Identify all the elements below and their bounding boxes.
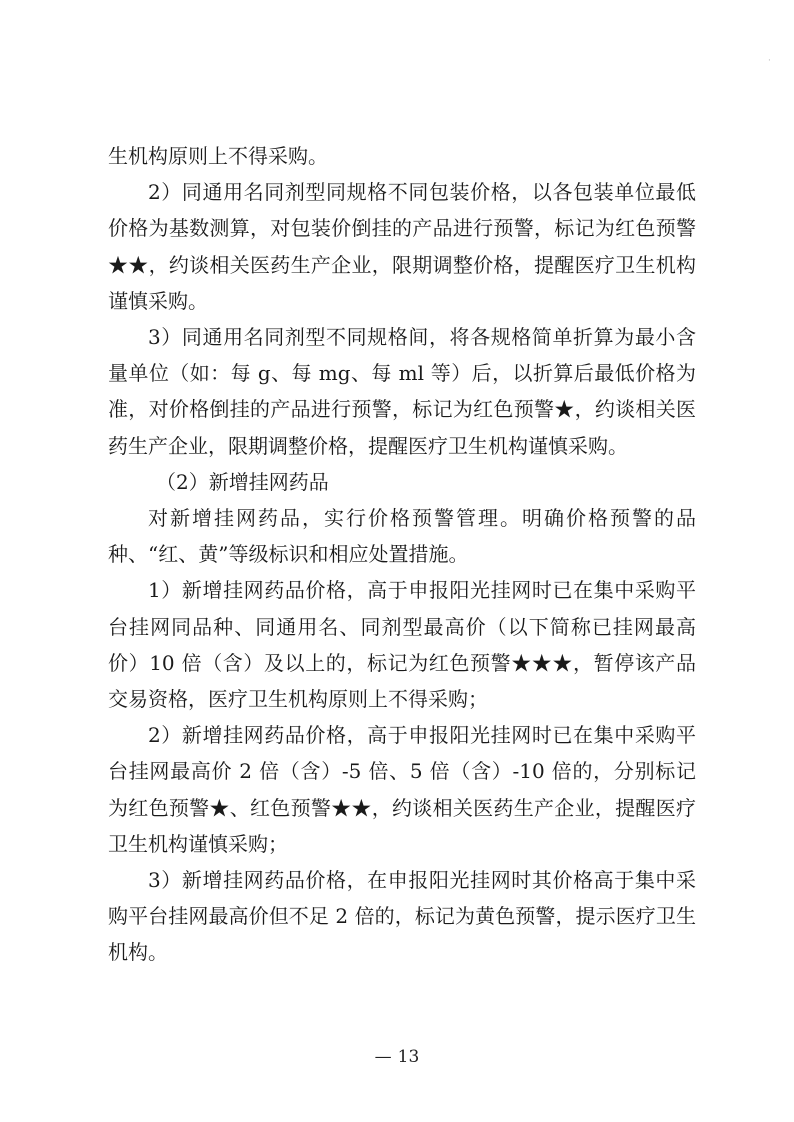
body-text: [108, 138, 696, 971]
paragraph-item-2: 2）同通用名同剂型同规格不同包装价格，以各包装单位最低价格为基数测算，对包装价倒挂的产品进行预警，标记为红色预警★★，约谈相关医药生产企业，限期调整价格，提醒医疗卫生机构谨慎采购。: [108, 180, 696, 313]
section-heading: （2）新增挂网药品: [156, 469, 329, 494]
page-number: 13: [397, 1047, 420, 1067]
paragraph-new-item-1: 1）新增挂网药品价格，高于申报阳光挂网时已在集中采购平台挂网同品种、同通用名、同剂型最高价（以下简称已挂网最高价）10 倍（含）及以上的，标记为红色预警★★★，暂停该产品交易资格，医疗卫生机构原则上不得采购；: [108, 578, 696, 712]
paragraph-new-item-3: 3）新增挂网药品价格，在申报阳光挂网时其价格高于集中采购平台挂网最高价但不足 2 倍的，标记为黄色预警，提示医疗卫生机构。: [108, 868, 696, 965]
footer-dash: —: [374, 1047, 392, 1067]
paragraph-continuation: 生机构原则上不得采购。: [108, 144, 328, 168]
paragraph-intro: 对新增挂网药品，实行价格预警管理。明确价格预警的品种、“红、黄”等级标识和相应处置措施。: [108, 506, 696, 567]
corner-mark: ·: [768, 56, 771, 66]
paragraph-new-item-2: 2）新增挂网药品价格，高于申报阳光挂网时已在集中采购平台挂网最高价 2 倍（含）-5 倍、5 倍（含）-10 倍的，分别标记为红色预警★、红色预警★★，约谈相关医药生产企业，提醒医疗卫生机构谨慎采购；: [108, 723, 696, 856]
paragraph-item-3: 3）同通用名同剂型不同规格间，将各规格简单折算为最小含量单位（如：每 g、每 mg、每 ml 等）后，以折算后最低价格为准，对价格倒挂的产品进行预警，标记为红色预警★，约谈相关医药生产企业，限期调整价格，提醒医疗卫生机构谨慎采购。: [108, 325, 696, 458]
page-footer: [0, 1047, 794, 1067]
